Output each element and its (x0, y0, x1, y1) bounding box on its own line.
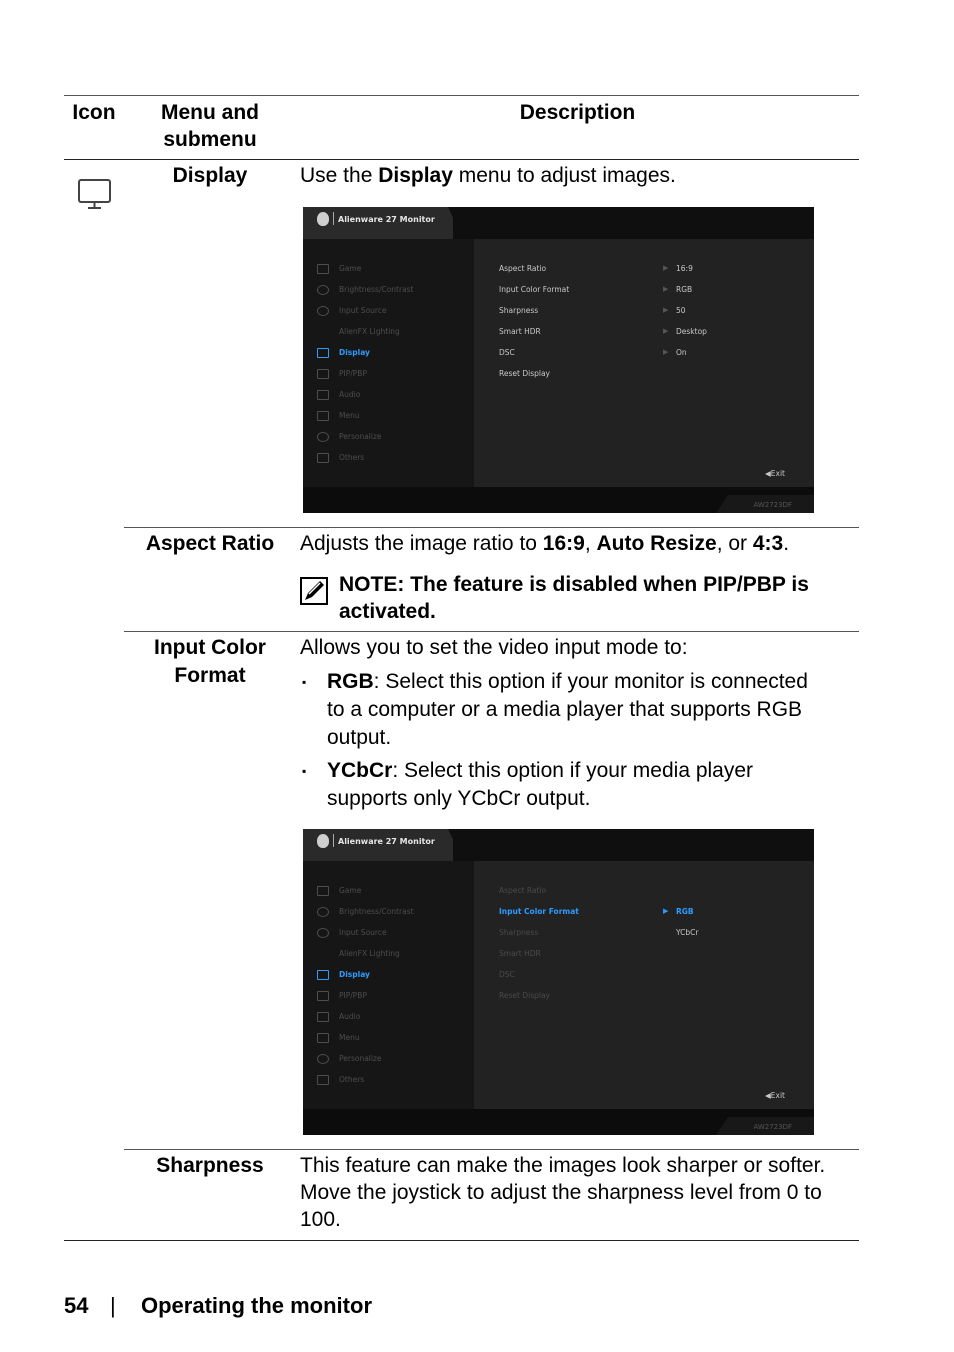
osd-menu-others: Others (339, 453, 365, 462)
header-menu-line1: Menu and (161, 101, 259, 124)
brightness-icon (317, 285, 329, 295)
chevron-right-icon: ▶ (663, 348, 669, 356)
sharpness-line2: Move the joystick to adjust the sharpness level from 0 to (300, 1181, 822, 1204)
note-line1: NOTE: The feature is disabled when PIP/PBP is (339, 573, 809, 596)
footer-separator: | (110, 1293, 116, 1318)
menu-input-color-line1: Input Color (154, 636, 266, 659)
osd-display-screenshot (303, 207, 814, 513)
footer-section-title: Operating the monitor (141, 1293, 372, 1318)
pip-pbp-icon (317, 369, 329, 379)
chevron-right-icon: ▶ (663, 306, 669, 314)
osd-exit: ◀Exit (765, 1091, 785, 1100)
osd-item-smart-hdr: Smart HDR (499, 327, 541, 336)
alienfx-icon (317, 949, 327, 957)
osd-menu-display: Display (339, 970, 370, 979)
audio-icon (317, 1012, 329, 1022)
osd-menu-input-source: Input Source (339, 928, 387, 937)
note-line2: activated. (339, 600, 436, 623)
osd-menu-display: Display (339, 348, 370, 357)
osd-menu-pip: PIP/PBP (339, 369, 367, 378)
chevron-right-icon: ▶ (663, 327, 669, 335)
header-menu-line2: submenu (163, 128, 257, 151)
page-number: 54 (64, 1293, 89, 1318)
chevron-right-icon: ▶ (663, 907, 669, 915)
osd-menu-alienfx: AlienFX Lighting (339, 949, 400, 958)
osd-item-input-color: Input Color Format (499, 285, 570, 294)
osd-menu-game: Game (339, 886, 362, 895)
display-icon (317, 348, 329, 358)
input-source-icon (317, 928, 329, 938)
osd-item-dsc: DSC (499, 348, 515, 357)
osd-menu-menu: Menu (339, 411, 360, 420)
table-top-rule (64, 95, 859, 96)
osd-menu-input-source: Input Source (339, 306, 387, 315)
osd-menu-brightness: Brightness/Contrast (339, 285, 414, 294)
osd-menu-others: Others (339, 1075, 365, 1084)
osd-model: AW2723DF (753, 501, 792, 509)
aspect-ratio-description: Adjusts the image ratio to 16:9, Auto Resize, or 4:3. (300, 532, 790, 555)
star-icon (317, 1054, 329, 1064)
row-rule-aspect (124, 527, 859, 528)
osd-item-smart-hdr: Smart HDR (499, 949, 541, 958)
row-rule-sharpness (124, 1149, 859, 1150)
brightness-icon (317, 907, 329, 917)
osd-option-rgb: RGB (676, 907, 694, 916)
bullet-rgb: ▪ RGB: Select this option if your monitor is connected to a computer or a media player that supports RGB output. (302, 670, 808, 749)
display-description: Use the Display menu to adjust images. (300, 164, 676, 187)
osd-menu-game: Game (339, 264, 362, 273)
alienware-logo-icon (317, 834, 329, 848)
osd-model: AW2723DF (753, 1123, 792, 1131)
osd-item-dsc: DSC (499, 970, 515, 979)
sharpness-line1: This feature can make the images look sharper or softer. (300, 1154, 826, 1177)
osd-title: Alienware 27 Monitor (338, 837, 435, 846)
alienware-logo-icon (317, 212, 329, 226)
osd-input-color-screenshot (303, 829, 814, 1135)
osd-menu-brightness: Brightness/Contrast (339, 907, 414, 916)
osd-item-aspect-ratio: Aspect Ratio (499, 264, 547, 273)
osd-menu-pip: PIP/PBP (339, 991, 367, 1000)
menu-aspect-ratio: Aspect Ratio (145, 532, 275, 555)
osd-option-ycbcr: YCbCr (676, 928, 699, 937)
menu-icon (317, 411, 329, 421)
osd-menu-personalize: Personalize (339, 1054, 382, 1063)
note-pencil-icon (300, 577, 328, 605)
pip-pbp-icon (317, 991, 329, 1001)
audio-icon (317, 390, 329, 400)
header-icon: Icon (72, 101, 116, 124)
header-description: Description (519, 101, 636, 124)
osd-menu-alienfx: AlienFX Lighting (339, 327, 400, 336)
osd-item-reset-display: Reset Display (499, 991, 550, 1000)
osd-menu-menu: Menu (339, 1033, 360, 1042)
osd-menu-personalize: Personalize (339, 432, 382, 441)
osd-item-aspect-ratio: Aspect Ratio (499, 886, 547, 895)
osd-value-sharpness: 50 (676, 306, 686, 315)
monitor-icon (77, 178, 113, 212)
menu-icon (317, 1033, 329, 1043)
sharpness-line3: 100. (300, 1208, 341, 1231)
osd-value-aspect: 16:9 (676, 264, 693, 273)
osd-menu-audio: Audio (339, 1012, 361, 1021)
alienfx-icon (317, 327, 327, 335)
chevron-right-icon: ▶ (663, 285, 669, 293)
osd-value-dsc: On (676, 348, 687, 357)
osd-title: Alienware 27 Monitor (338, 215, 435, 224)
osd-item-sharpness: Sharpness (499, 928, 539, 937)
menu-input-color-line2: Format (174, 664, 246, 687)
others-icon (317, 1075, 329, 1085)
table-bottom-rule (64, 1240, 859, 1241)
chevron-right-icon: ▶ (663, 264, 669, 272)
osd-item-reset-display: Reset Display (499, 369, 550, 378)
star-icon (317, 432, 329, 442)
others-icon (317, 453, 329, 463)
osd-menu-audio: Audio (339, 390, 361, 399)
osd-item-input-color: Input Color Format (499, 907, 579, 916)
osd-value-hdr: Desktop (676, 327, 707, 336)
osd-exit: ◀Exit (765, 469, 785, 478)
display-icon (317, 970, 329, 980)
input-source-icon (317, 306, 329, 316)
row-rule-input-color (124, 631, 859, 632)
header-bottom-rule (64, 159, 859, 160)
game-icon (317, 886, 329, 896)
menu-display: Display (172, 164, 248, 187)
menu-sharpness: Sharpness (156, 1154, 264, 1177)
bullet-ycbcr: ▪ YCbCr: Select this option if your media player supports only YCbCr output. (302, 759, 754, 810)
input-color-intro: Allows you to set the video input mode to: (300, 636, 688, 659)
osd-value-color: RGB (676, 285, 693, 294)
game-icon (317, 264, 329, 274)
osd-item-sharpness: Sharpness (499, 306, 539, 315)
